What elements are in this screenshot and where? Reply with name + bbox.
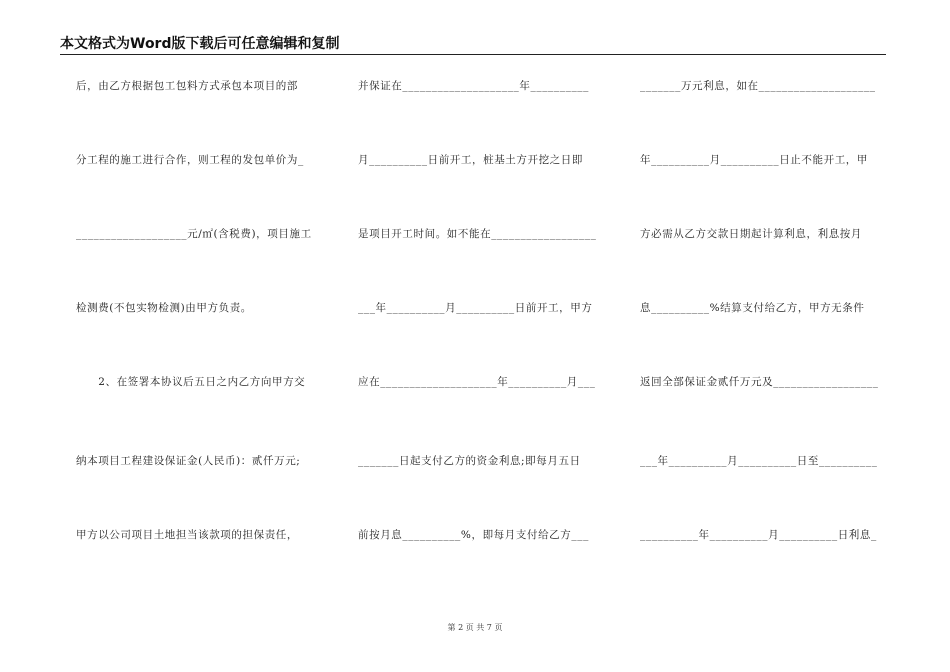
text-line: 检测费(不包实物检测)由甲方负责。 <box>76 302 252 314</box>
text-line: 年__________月__________日止不能开工，甲 <box>640 154 868 166</box>
text-line: 甲方以公司项目土地担当该款项的担保责任， <box>76 529 298 541</box>
text-line: 分工程的施工进行合作，则工程的发包单价为_ <box>76 154 304 166</box>
text-line: _______日起支付乙方的资金利息;即每月五日 <box>358 455 581 467</box>
text-line: 并保证在____________________年__________ <box>358 80 589 92</box>
text-column-1 <box>76 0 326 672</box>
text-line: 应在____________________年__________月___ <box>358 376 596 388</box>
text-line: ___年__________月__________日至__________ <box>640 455 878 467</box>
text-line: ___________________元/㎡(含税费)，项目施工 <box>76 228 312 240</box>
text-line: 后，由乙方根据包工包料方式承包本项目的部 <box>76 80 298 92</box>
text-column-2 <box>358 0 608 672</box>
text-column-3 <box>640 0 890 672</box>
text-line: 2、在签署本协议后五日之内乙方向甲方交 <box>76 376 306 388</box>
text-line: 方必需从乙方交款日期起计算利息，利息按月 <box>640 228 862 240</box>
text-line: _______万元利息，如在____________________ <box>640 80 876 92</box>
text-line: 月__________日前开工，桩基土方开挖之日即 <box>358 154 583 166</box>
text-line: 是项目开工时间。如不能在__________________ <box>358 228 597 240</box>
text-line: 返回全部保证金贰仟万元及__________________ <box>640 376 879 388</box>
text-line: 前按月息__________%，即每月支付给乙方___ <box>358 529 589 541</box>
text-line: 息__________%结算支付给乙方，甲方无条件 <box>640 302 865 314</box>
text-line: ___年__________月__________日前开工，甲方 <box>358 302 593 314</box>
text-line: __________年__________月__________日利息_ <box>640 529 877 541</box>
header-title: 本文格式为Word版下载后可任意编辑和复制 <box>60 36 340 52</box>
page-footer: 第 2 页 共 7 页 <box>447 623 503 632</box>
text-line: 纳本项目工程建设保证金(人民币)：贰仟万元; <box>76 455 301 467</box>
